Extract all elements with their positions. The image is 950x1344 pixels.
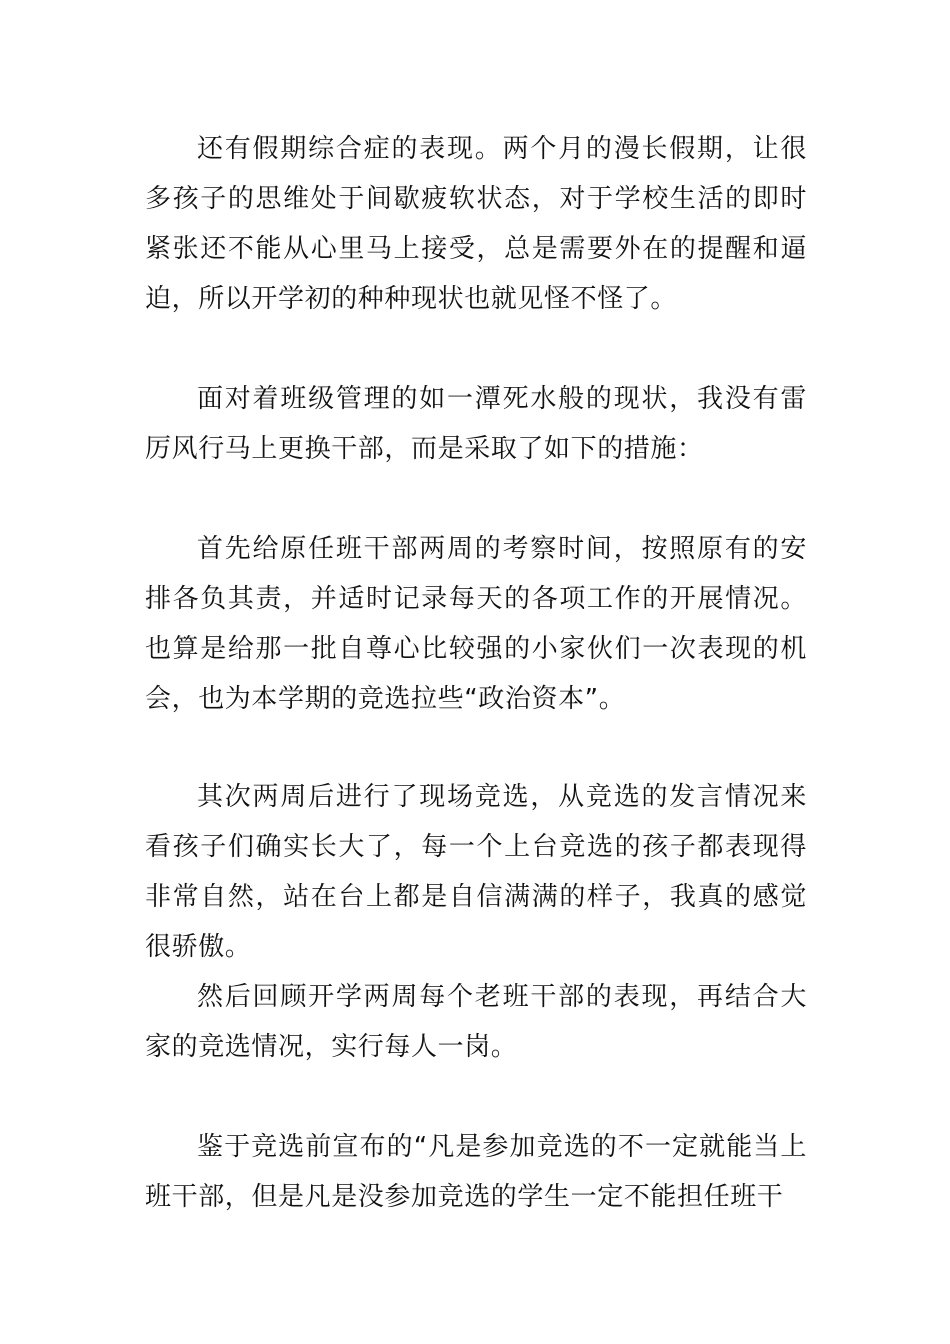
paragraph-first-measure: 首先给原任班干部两周的考察时间，按照原有的安排各负其责，并适时记录每天的各项工作的开展情况。也算是给那一批自尊心比较强的小家伙们一次表现的机会，也为本学期的竞选拉些“政治资本”。 <box>145 534 807 714</box>
paragraph-second-measure: 其次两周后进行了现场竞选，从竞选的发言情况来看孩子们确实长大了，每一个上台竞选的孩子都表现得非常自然，站在台上都是自信满满的样子，我真的感觉很骄傲。 <box>145 782 807 962</box>
paragraph-measures-intro: 面对着班级管理的如一潭死水般的现状，我没有雷厉风行马上更换干部，而是采取了如下的措施： <box>145 384 807 464</box>
paragraph-election-rule: 鉴于竞选前宣布的“凡是参加竞选的不一定就能当上班干部，但是凡是没参加竞选的学生一定不能担任班干 <box>145 1132 807 1212</box>
paragraph-holiday-syndrome: 还有假期综合症的表现。两个月的漫长假期，让很多孩子的思维处于间歇疲软状态，对于学校生活的即时紧张还不能从心里马上接受，总是需要外在的提醒和逼迫，所以开学初的种种现状也就见怪不怪了。 <box>145 134 807 314</box>
paragraph-third-measure: 然后回顾开学两周每个老班干部的表现，再结合大家的竞选情况，实行每人一岗。 <box>145 982 807 1062</box>
